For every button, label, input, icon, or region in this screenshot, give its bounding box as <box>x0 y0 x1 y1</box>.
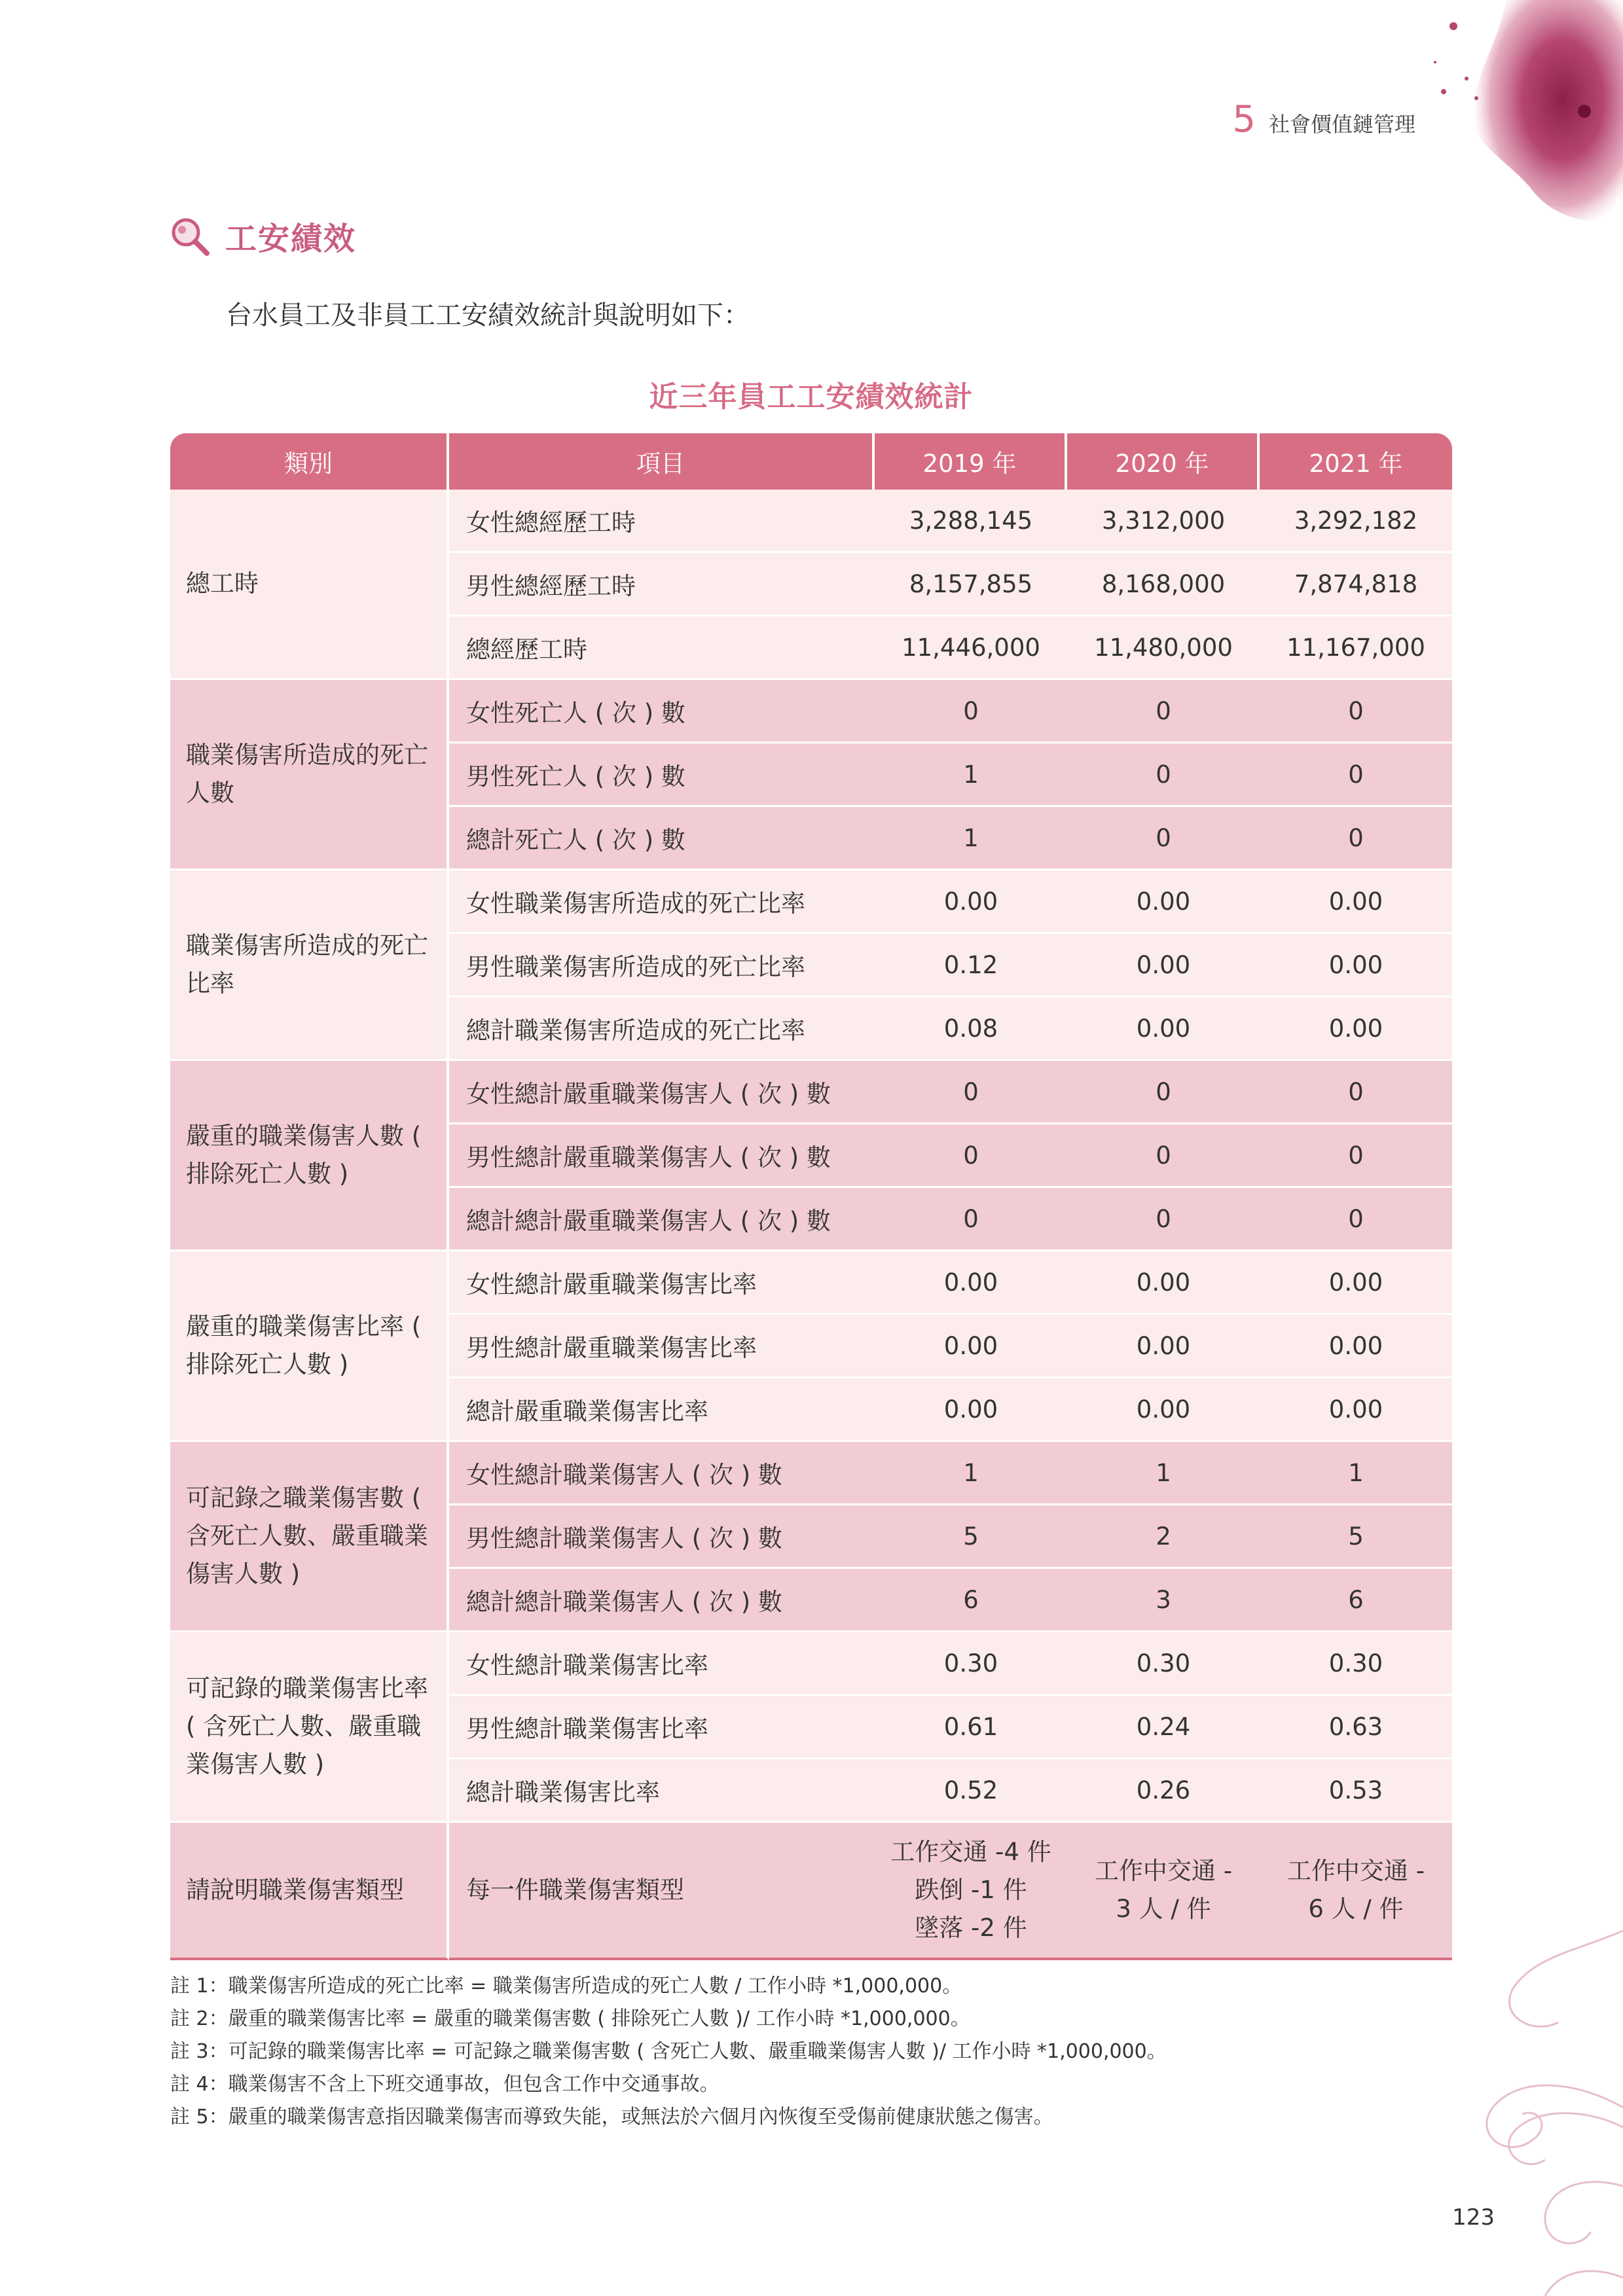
item-cell: 女性總計職業傷害比率 <box>449 1632 875 1696</box>
value-cell: 0 <box>1067 1061 1260 1124</box>
watercolor-splash-decoration <box>1427 0 1623 236</box>
item-cell: 女性總計嚴重職業傷害比率 <box>449 1251 875 1315</box>
category-cell: 嚴重的職業傷害比率 ( 排除死亡人數 ) <box>170 1251 449 1442</box>
value-cell: 0.00 <box>1067 934 1260 997</box>
value-cell: 0.00 <box>1260 934 1452 997</box>
item-cell: 總計總計職業傷害人 ( 次 ) 數 <box>449 1569 875 1632</box>
value-cell: 5 <box>1260 1505 1452 1569</box>
column-header: 項目 <box>449 433 875 490</box>
value-cell: 0.53 <box>1260 1759 1452 1823</box>
table-title: 近三年員工工安績效統計 <box>649 380 974 414</box>
table-body <box>170 490 1452 1960</box>
item-cell: 總計職業傷害比率 <box>449 1759 875 1823</box>
column-header: 2020 年 <box>1067 433 1260 490</box>
table-notes <box>170 1970 1167 2134</box>
value-cell: 11,480,000 <box>1067 617 1260 680</box>
value-cell: 0.12 <box>875 934 1067 997</box>
value-cell: 5 <box>875 1505 1067 1569</box>
item-cell: 男性總計嚴重職業傷害比率 <box>449 1315 875 1378</box>
note-line: 註 5：嚴重的職業傷害意指因職業傷害而導致失能，或無法於六個月內恢復至受傷前健康狀態之傷害。 <box>170 2106 1053 2128</box>
item-cell: 男性總計職業傷害人 ( 次 ) 數 <box>449 1505 875 1569</box>
value-cell: 0.08 <box>875 997 1067 1061</box>
value-cell: 8,168,000 <box>1067 553 1260 617</box>
value-cell: 0.30 <box>875 1632 1067 1696</box>
category-cell: 可記錄的職業傷害比率 ( 含死亡人數、嚴重職業傷害人數 ) <box>170 1632 449 1823</box>
value-cell: 0.00 <box>1067 1315 1260 1378</box>
value-cell: 0.00 <box>1067 870 1260 934</box>
table-row <box>170 680 1452 744</box>
value-cell: 0.00 <box>1067 1378 1260 1442</box>
category-cell: 職業傷害所造成的死亡人數 <box>170 680 449 870</box>
item-cell: 男性死亡人 ( 次 ) 數 <box>449 744 875 807</box>
category-cell: 總工時 <box>170 490 449 680</box>
item-cell: 女性職業傷害所造成的死亡比率 <box>449 870 875 934</box>
value-cell: 0.00 <box>875 870 1067 934</box>
value-cell: 0.00 <box>1260 870 1452 934</box>
value-cell: 0.30 <box>1067 1632 1260 1696</box>
table-row <box>170 1632 1452 1696</box>
column-header: 類別 <box>170 433 449 490</box>
item-cell: 男性職業傷害所造成的死亡比率 <box>449 934 875 997</box>
category-cell: 嚴重的職業傷害人數 ( 排除死亡人數 ) <box>170 1061 449 1251</box>
value-cell: 0.00 <box>875 1315 1067 1378</box>
value-cell: 0 <box>1260 680 1452 744</box>
value-cell: 2 <box>1067 1505 1260 1569</box>
page-number: 123 <box>1452 2204 1495 2231</box>
value-cell: 0.30 <box>1260 1632 1452 1696</box>
value-cell: 1 <box>875 1442 1067 1505</box>
value-cell: 0 <box>875 1188 1067 1251</box>
value-cell: 0 <box>1067 680 1260 744</box>
table-row <box>170 1823 1452 1960</box>
value-cell: 11,446,000 <box>875 617 1067 680</box>
note-line: 註 2：嚴重的職業傷害比率 = 嚴重的職業傷害數 ( 排除死亡人數 )/ 工作小時 *1,000,000。 <box>170 2007 970 2030</box>
safety-performance-table <box>170 433 1452 1960</box>
value-cell: 0.00 <box>875 1378 1067 1442</box>
value-cell: 7,874,818 <box>1260 553 1452 617</box>
swirl-decoration <box>1362 1911 1623 2296</box>
value-cell: 3 <box>1067 1569 1260 1632</box>
magnifier-icon <box>169 215 211 257</box>
value-cell: 11,167,000 <box>1260 617 1452 680</box>
table-row <box>170 1442 1452 1505</box>
section-heading <box>169 213 356 259</box>
value-cell: 0.24 <box>1067 1696 1260 1759</box>
note-line: 註 3：可記錄的職業傷害比率 = 可記錄之職業傷害數 ( 含死亡人數、嚴重職業傷害人數 )/ 工作小時 *1,000,000。 <box>170 2040 1167 2063</box>
chapter-title: 社會價值鏈管理 <box>1268 112 1415 137</box>
item-cell: 男性總計職業傷害比率 <box>449 1696 875 1759</box>
value-cell: 3,288,145 <box>875 490 1067 553</box>
value-cell: 0.61 <box>875 1696 1067 1759</box>
value-cell: 1 <box>1067 1442 1260 1505</box>
value-cell: 6 <box>1260 1569 1452 1632</box>
table-row <box>170 1251 1452 1315</box>
value-cell: 0 <box>1260 807 1452 870</box>
value-cell: 0 <box>875 1124 1067 1188</box>
value-cell: 0 <box>1067 1124 1260 1188</box>
value-cell: 6 <box>875 1569 1067 1632</box>
item-cell: 女性總經歷工時 <box>449 490 875 553</box>
column-header: 2021 年 <box>1260 433 1452 490</box>
item-cell: 總計嚴重職業傷害比率 <box>449 1378 875 1442</box>
value-cell: 3,312,000 <box>1067 490 1260 553</box>
value-cell: 1 <box>875 807 1067 870</box>
value-cell: 0.00 <box>1260 1251 1452 1315</box>
value-cell: 0.00 <box>1260 1378 1452 1442</box>
chapter-number: 5 <box>1232 98 1256 141</box>
category-cell: 請說明職業傷害類型 <box>170 1823 449 1960</box>
value-cell: 工作交通 -4 件 跌倒 -1 件 墜落 -2 件 <box>875 1823 1067 1960</box>
item-cell: 男性總經歷工時 <box>449 553 875 617</box>
item-cell: 女性總計職業傷害人 ( 次 ) 數 <box>449 1442 875 1505</box>
item-cell: 總計職業傷害所造成的死亡比率 <box>449 997 875 1061</box>
value-cell: 工作中交通 - 6 人 / 件 <box>1260 1823 1452 1960</box>
value-cell: 0.00 <box>1260 1315 1452 1378</box>
value-cell: 0.00 <box>875 1251 1067 1315</box>
item-cell: 每一件職業傷害類型 <box>449 1823 875 1960</box>
chapter-header <box>1232 98 1415 141</box>
category-cell: 職業傷害所造成的死亡比率 <box>170 870 449 1061</box>
item-cell: 總計死亡人 ( 次 ) 數 <box>449 807 875 870</box>
value-cell: 0 <box>1067 807 1260 870</box>
value-cell: 0 <box>875 680 1067 744</box>
table-row <box>170 1061 1452 1124</box>
value-cell: 0.00 <box>1067 1251 1260 1315</box>
table-header-row <box>170 433 1452 490</box>
note-line: 註 4：職業傷害不含上下班交通事故，但包含工作中交通事故。 <box>170 2073 720 2096</box>
value-cell: 3,292,182 <box>1260 490 1452 553</box>
table-row <box>170 490 1452 553</box>
value-cell: 1 <box>1260 1442 1452 1505</box>
item-cell: 女性死亡人 ( 次 ) 數 <box>449 680 875 744</box>
value-cell: 工作中交通 - 3 人 / 件 <box>1067 1823 1260 1960</box>
category-cell: 可記錄之職業傷害數 ( 含死亡人數、嚴重職業傷害人數 ) <box>170 1442 449 1632</box>
value-cell: 8,157,855 <box>875 553 1067 617</box>
table-row <box>170 870 1452 934</box>
intro-text: 台水員工及非員工工安績效統計與說明如下： <box>226 300 750 331</box>
value-cell: 0.26 <box>1067 1759 1260 1823</box>
value-cell: 0 <box>1260 1124 1452 1188</box>
item-cell: 男性總計嚴重職業傷害人 ( 次 ) 數 <box>449 1124 875 1188</box>
value-cell: 0.00 <box>1067 997 1260 1061</box>
value-cell: 0 <box>1067 1188 1260 1251</box>
value-cell: 0 <box>1260 744 1452 807</box>
value-cell: 0.63 <box>1260 1696 1452 1759</box>
value-cell: 0.00 <box>1260 997 1452 1061</box>
value-cell: 0 <box>1260 1061 1452 1124</box>
value-cell: 1 <box>875 744 1067 807</box>
item-cell: 總經歷工時 <box>449 617 875 680</box>
value-cell: 0.52 <box>875 1759 1067 1823</box>
note-line: 註 1：職業傷害所造成的死亡比率 = 職業傷害所造成的死亡人數 / 工作小時 *1,000,000。 <box>170 1975 962 1998</box>
value-cell: 0 <box>1260 1188 1452 1251</box>
section-title: 工安績效 <box>225 221 357 257</box>
item-cell: 總計總計嚴重職業傷害人 ( 次 ) 數 <box>449 1188 875 1251</box>
value-cell: 0 <box>875 1061 1067 1124</box>
value-cell: 0 <box>1067 744 1260 807</box>
column-header: 2019 年 <box>875 433 1067 490</box>
item-cell: 女性總計嚴重職業傷害人 ( 次 ) 數 <box>449 1061 875 1124</box>
